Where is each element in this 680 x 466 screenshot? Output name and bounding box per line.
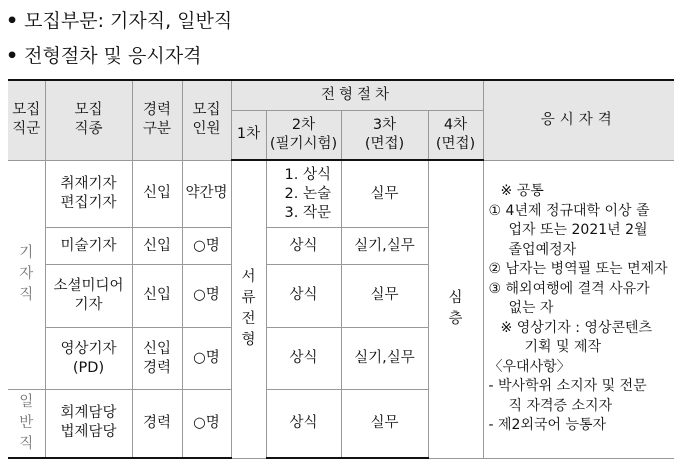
stage2-cell: 1. 상식 2. 논술 3. 작문: [266, 160, 341, 228]
bullet-marker: •: [6, 10, 19, 32]
header-stage1: 1차: [231, 110, 266, 160]
qualification-line: - 박사학위 소지자 및 전문: [488, 378, 647, 395]
group-reporter: 기 자 직: [8, 160, 45, 389]
stage3-cell: 실기,실무: [341, 228, 428, 264]
career-cell: 신입: [132, 228, 182, 264]
count-cell: ○명: [182, 264, 231, 328]
qualification-line: ※ 영상기자 : 영상콘텐츠: [500, 319, 653, 336]
job-cell: 취재기자 편집기자: [45, 160, 132, 228]
header-job: 모집 직종: [45, 80, 132, 160]
bullet-marker: •: [6, 45, 19, 67]
header-count: 모집 인원: [182, 80, 231, 160]
header-stage3: 3차 (면접): [341, 110, 428, 160]
stage2-cell: 상식: [266, 328, 341, 390]
count-cell: ○명: [182, 389, 231, 458]
job-cell: 회계담당 법제담당: [45, 389, 132, 458]
qualification-line: ※ 공통: [500, 183, 544, 200]
section-bullet-process: [6, 44, 201, 68]
stage3-cell: 실기,실무: [341, 328, 428, 390]
stage2-cell: 상식: [266, 389, 341, 458]
qualification-line: 업자 또는 2021년 2월: [508, 222, 648, 239]
career-cell: 신입: [132, 160, 182, 228]
career-cell: 경력: [132, 389, 182, 458]
header-qualification: 응시자격: [483, 80, 674, 160]
job-cell: 소셜미디어 기자: [45, 264, 132, 328]
career-cell: 신입 경력: [132, 328, 182, 390]
group-general: 일 반 직: [8, 389, 45, 458]
stage4-in-depth: 심 층: [428, 160, 483, 458]
count-cell: ○명: [182, 328, 231, 390]
qualification-line: 기획 및 제작: [524, 339, 602, 356]
stage2-cell: 상식: [266, 264, 341, 328]
qualification-cell: [483, 160, 674, 458]
job-cell: 미술기자: [45, 228, 132, 264]
qualification-line: ① 4년제 정규대학 이상 졸: [488, 202, 650, 219]
count-cell: 약간명: [182, 160, 231, 228]
bullet-text: 전형절차 및 응시자격: [24, 45, 202, 67]
bullet-text: 모집부문: 기자직, 일반직: [24, 10, 233, 32]
qualification-line: 없는 자: [508, 300, 554, 317]
stage3-cell: 실무: [341, 160, 428, 228]
stage1-document-screening: 서 류 전 형: [231, 160, 266, 458]
career-cell: 신입: [132, 264, 182, 328]
stage2-cell: 상식: [266, 228, 341, 264]
header-stage4: 4차 (면접): [428, 110, 483, 160]
qualification-line: 직 자격증 소지자: [508, 397, 613, 414]
header-career: 경력 구분: [132, 80, 182, 160]
qualification-line: ② 남자는 병역필 또는 면제자: [488, 261, 668, 278]
qualification-line: - 제2외국어 능통자: [488, 417, 607, 434]
qualification-line: 졸업예정자: [508, 241, 577, 258]
header-group: 모집 직군: [8, 80, 45, 160]
header-stage2: 2차 (필기시험): [266, 110, 341, 160]
qualification-line: 〈우대사항〉: [488, 358, 571, 375]
qualification-line: ③ 해외여행에 결격 사유가: [488, 280, 650, 297]
header-process: 전형절차: [231, 80, 483, 110]
recruitment-table: [8, 79, 674, 459]
stage3-cell: 실무: [341, 264, 428, 328]
table-row: [8, 160, 674, 228]
section-bullet-recruit-areas: [6, 9, 232, 33]
job-cell: 영상기자 (PD): [45, 328, 132, 390]
count-cell: ○명: [182, 228, 231, 264]
stage3-cell: 실무: [341, 389, 428, 458]
